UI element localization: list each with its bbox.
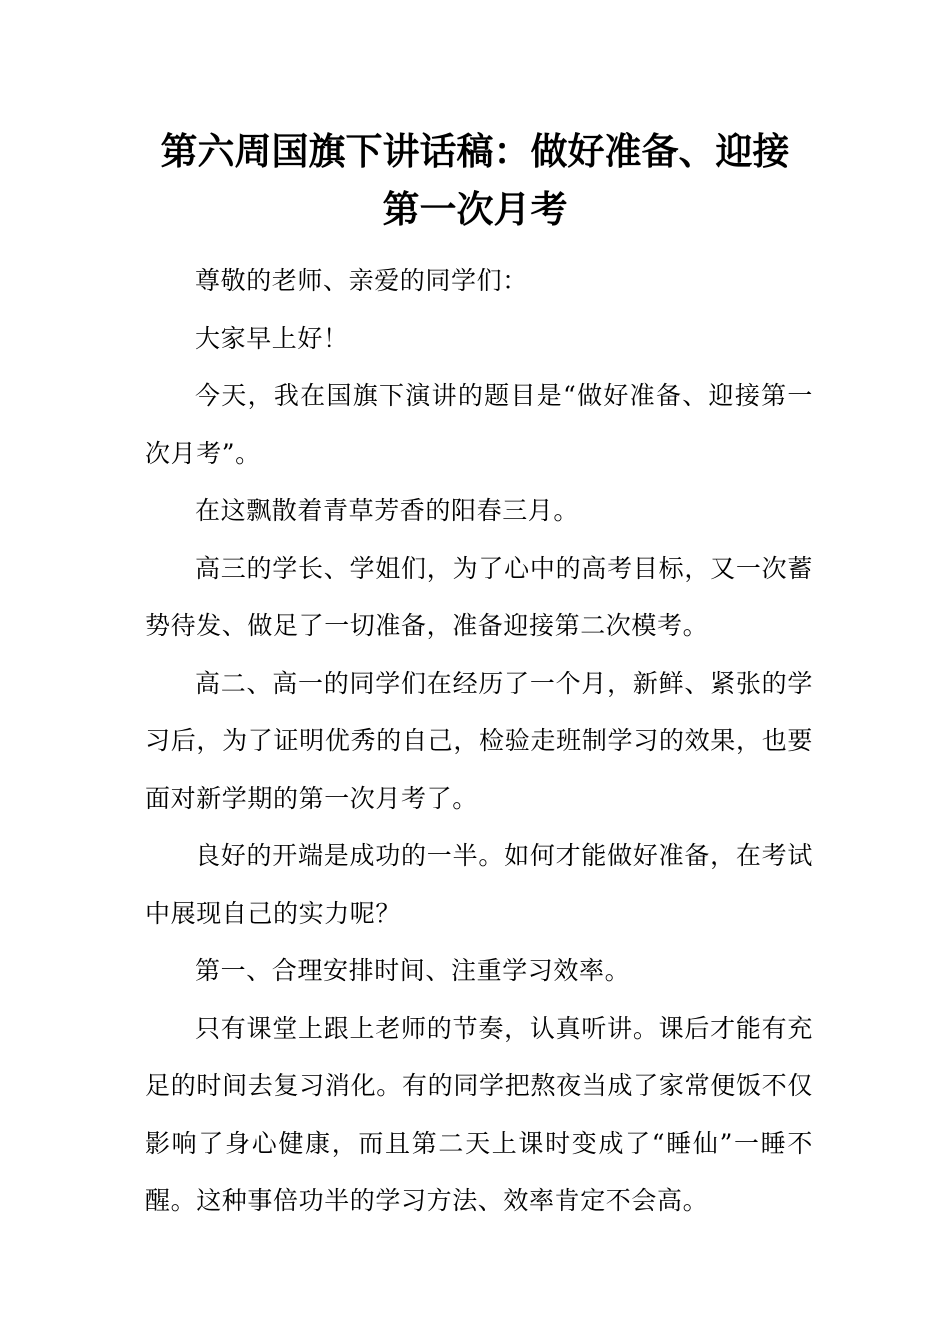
paragraph-topic: 今天，我在国旗下演讲的题目是“做好准备、迎接第一次月考”。 (145, 381, 813, 468)
paragraph-good-morning: 大家早上好！ (195, 323, 349, 353)
paragraph-efficiency: 只有课堂上跟上老师的节奏，认真听讲。课后才能有充足的时间去复习消化。有的同学把熬夜当成了家常便饭不仅影响了身心健康，而且第二天上课时变成了“睡仙”一睡不醒。这种事倍功半的学习方法、效率肯定不会高。 (145, 1013, 813, 1215)
paragraph-senior: 高三的学长、学姐们，为了心中的高考目标，又一次蓄势待发、做足了一切准备，准备迎接第二次模考。 (145, 553, 813, 640)
paragraph-question: 良好的开端是成功的一半。如何才能做好准备，在考试中展现自己的实力呢？ (145, 841, 813, 928)
paragraph-point-one: 第一、合理安排时间、注重学习效率。 (195, 956, 631, 985)
title-line-1: 第六周国旗下讲话稿：做好准备、迎接 (160, 129, 790, 173)
paragraph-spring: 在这飘散着青草芳香的阳春三月。 (195, 496, 580, 525)
paragraph-greeting: 尊敬的老师、亲爱的同学们： (195, 266, 528, 295)
title-line-2: 第一次月考 (382, 187, 568, 231)
paragraph-junior: 高二、高一的同学们在经历了一个月，新鲜、紧张的学习后，为了证明优秀的自己，检验走班制学习的效果，也要面对新学期的第一次月考了。 (145, 668, 813, 813)
document-title (120, 122, 830, 238)
document-body (145, 252, 813, 1230)
